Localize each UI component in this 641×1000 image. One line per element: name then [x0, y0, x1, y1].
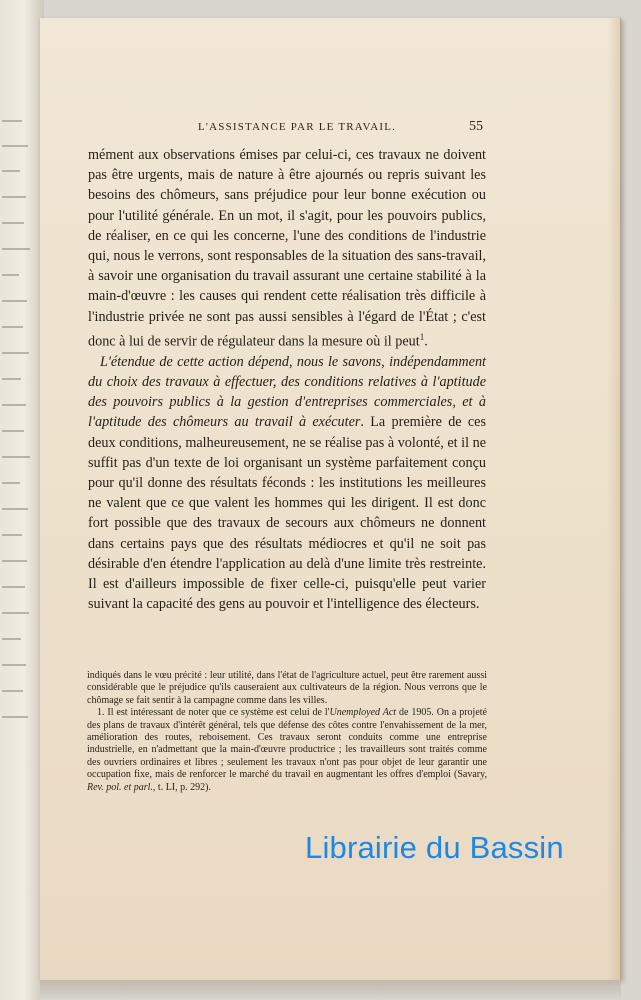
- footnote-continued: indiqués dans le vœu précité : leur utilité, dans l'état de l'agriculture actuel, peut être rarement aussi considérable que le préjudice qu'ils causeraient aux cultivateurs de la région. Nous verrons que le chômage se fait sentir à la campagne comme dans les villes.: [87, 670, 487, 706]
- footnote-1-act: Unemployed Act: [329, 707, 397, 719]
- page-bottom-shadow: [40, 980, 621, 1000]
- watermark: Librairie du Bassin: [305, 830, 564, 865]
- adjacent-page-edge: [0, 0, 44, 1000]
- main-body-text: [88, 145, 486, 614]
- paragraph-1: [88, 145, 486, 352]
- footnotes: [87, 670, 487, 794]
- paragraph-2-text: . La première de ces deux conditions, malheureusement, ne se réalise pas à volonté, et il ne suffit pas d'un texte de loi organisant un système parfaitement conçu pour qu'il donne des résultats féconds : les institutions les meilleures ne valent que ce que valent les hommes qui les dirigent. Il est donc fort possible que des travaux de secours aux chômeurs ne donnent dans certains pays que des résultats médiocres et qu'il ne soit pas désirable d'en étendre l'application au delà d'une limite très restreinte. Il est d'ailleurs impossible de fixer celle-ci, puisqu'elle peut varier suivant la capacité des gens au pouvoir et l'intelligence des électeurs.: [88, 414, 486, 613]
- footnote-1: [87, 707, 487, 794]
- paragraph-2: [88, 352, 486, 615]
- footnote-1-ref: Rev. pol. et parl.: [87, 781, 153, 793]
- page-number: 55: [469, 119, 483, 134]
- paragraph-2-italic: L'étendue de cette action dépend, nous le savons, indépendamment du choix des travaux à effectuer, des conditions relatives à l'aptitude des pouvoirs publics à la gestion d'entreprises commerciales, et à l'aptitude des chômeurs au travail à exécuter: [88, 353, 486, 431]
- running-title: L'ASSISTANCE PAR LE TRAVAIL.: [198, 121, 397, 133]
- running-head: [40, 121, 621, 139]
- footnote-marker: 1: [419, 331, 425, 342]
- paragraph-1-text: mément aux observations émises par celui-ci, ces travaux ne doivent pas être urgents, mais de nature à être ajournés ou repris suivant les besoins des chômeurs, sans préjudice pour leur bonne exécution ou pour l'utilité générale. En un mot, il s'agit, pour les pouvoirs publics, de réaliser, en ce qui les concerne, l'une des conditions de l'industrie qui, nous le verrons, sont responsables de la situation des sans-travail, à savoir une organisation du travail assurant une certaine stabilité à la main-d'œuvre : les causes qui rendent cette réalisation très difficile à l'industrie privée ne sont pas aussi sensibles à l'égard de l'État ; c'est donc à lui de servir de régulateur dans la mesure où il peut: [88, 147, 486, 350]
- footnote-1-mid: de 1905. On a projeté des plans de travaux d'intérêt général, tels que défense des côtes contre l'envahissement de la mer, amélioration des routes, reboisement. Ces travaux seront conduits comme une entreprise industrielle, en n'admettant que la main-d'œuvre productrice ; les travailleurs sont traités comme des ouvriers ordinaires et libres ; seulement les travaux n'ont pas pour objet de leur garantir une occupation fixe, mais de renforcer le marché du travail en augmentant les offres d'emploi (Savary,: [87, 707, 487, 781]
- paragraph-1-end: .: [424, 333, 428, 350]
- footnote-1-start: 1. Il est intéressant de noter que ce système est celui de l': [97, 707, 330, 719]
- footnote-1-end: , t. LI, p. 292).: [152, 781, 211, 793]
